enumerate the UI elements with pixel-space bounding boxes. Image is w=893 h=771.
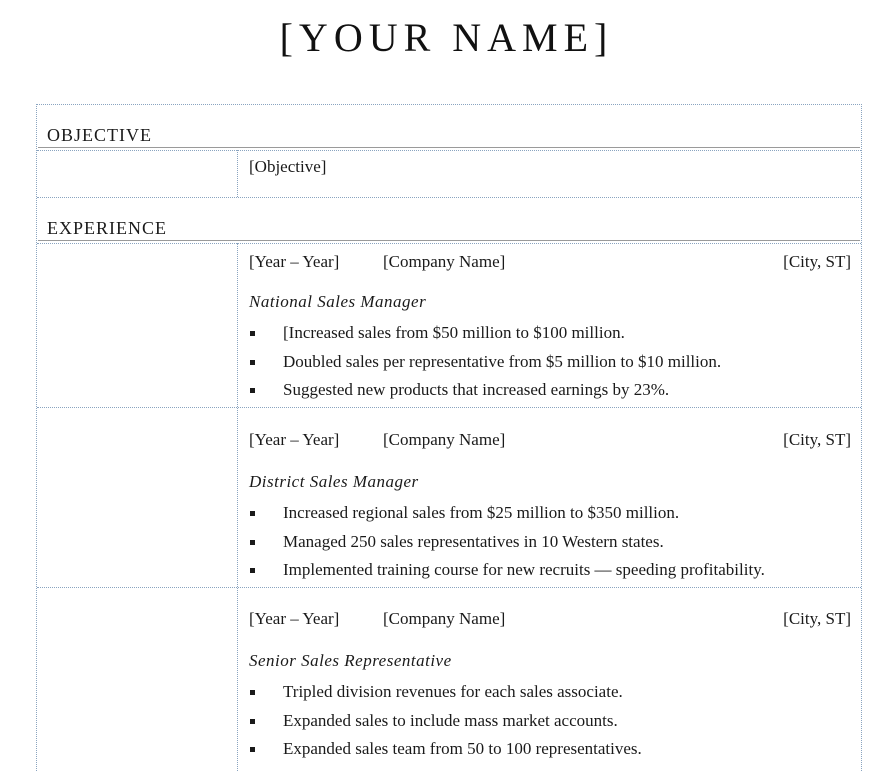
resume-table: [36, 104, 862, 771]
job-company[interactable]: [Company Name]: [383, 430, 506, 449]
table-divider: [37, 407, 861, 408]
resume-name: [YOUR NAME]: [279, 15, 614, 60]
list-item[interactable]: Suggested new products that increased earnings by 23%.: [249, 378, 721, 407]
list-item[interactable]: [Increased sales from $50 million to $100 million.: [249, 321, 721, 350]
list-item[interactable]: Tripled division revenues for each sales associate.: [249, 680, 642, 709]
job-company[interactable]: [Company Name]: [383, 609, 506, 628]
job-title[interactable]: Senior Sales Representative: [249, 651, 452, 670]
experience-rule: [38, 240, 860, 241]
list-item[interactable]: Managed 250 sales representatives in 10 Western states.: [249, 530, 765, 559]
list-item[interactable]: Doubled sales per representative from $5 million to $10 million.: [249, 350, 721, 379]
job-years[interactable]: [Year – Year]: [249, 430, 340, 449]
table-divider: [37, 197, 861, 198]
column-divider: [237, 243, 238, 771]
job-location[interactable]: [City, ST]: [783, 609, 851, 628]
list-item[interactable]: Increased regional sales from $25 million to $350 million.: [249, 501, 765, 530]
job-years[interactable]: [Year – Year]: [249, 252, 340, 271]
job-years[interactable]: [Year – Year]: [249, 609, 340, 628]
objective-heading: OBJECTIVE: [47, 125, 152, 145]
objective-text[interactable]: [Objective]: [249, 157, 327, 176]
job-bullets: [249, 501, 765, 587]
column-divider: [237, 150, 238, 197]
table-divider: [37, 150, 861, 151]
job-company[interactable]: [Company Name]: [383, 252, 506, 271]
list-item[interactable]: Implemented training course for new recruits — speeding profitability.: [249, 558, 765, 587]
table-divider: [37, 587, 861, 588]
list-item[interactable]: Expanded sales to include mass market accounts.: [249, 709, 642, 738]
job-bullets: [249, 680, 642, 766]
job-location[interactable]: [City, ST]: [783, 252, 851, 271]
job-title[interactable]: National Sales Manager: [249, 292, 427, 311]
experience-heading: EXPERIENCE: [47, 218, 167, 238]
job-bullets: [249, 321, 721, 407]
objective-rule: [38, 147, 860, 148]
job-title[interactable]: District Sales Manager: [249, 472, 419, 491]
job-location[interactable]: [City, ST]: [783, 430, 851, 449]
list-item[interactable]: Expanded sales team from 50 to 100 representatives.: [249, 737, 642, 766]
table-divider: [37, 243, 861, 244]
